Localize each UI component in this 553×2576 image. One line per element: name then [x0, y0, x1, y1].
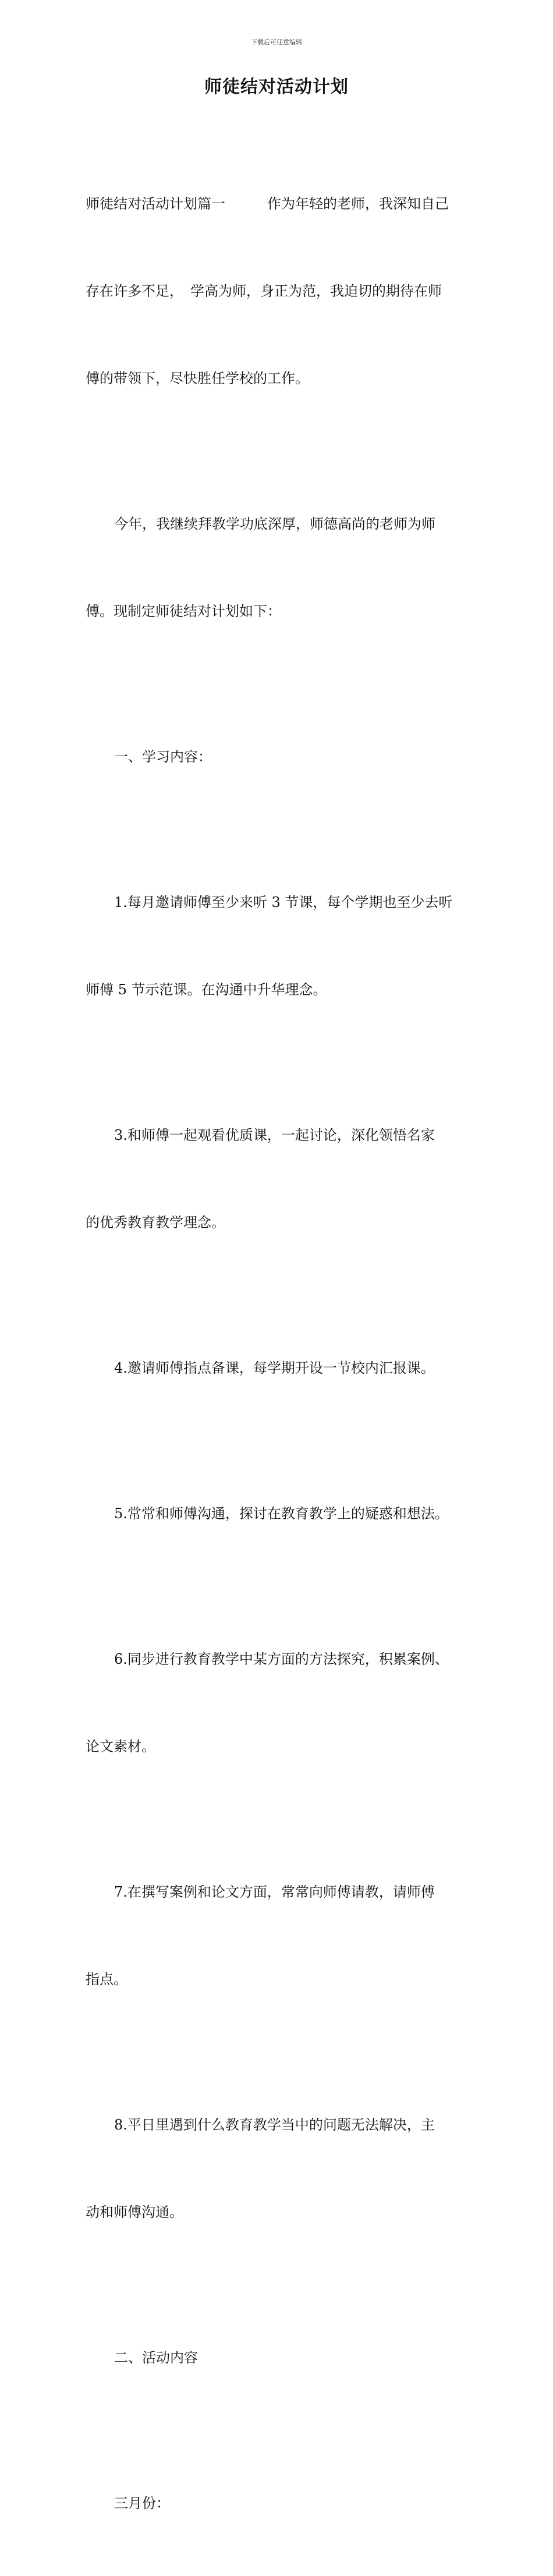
text-line: 师徒结对活动计划篇一 作为年轻的老师，我深知自己 — [86, 196, 449, 212]
header-note: 下载后可任意编辑 — [251, 38, 302, 46]
text-line: 动和师傅沟通。 — [86, 2204, 183, 2220]
text-line: 3.和师傅一起观看优质课，一起讨论，深化领悟名家 — [114, 1127, 435, 1143]
text-line: 一、学习内容： — [114, 749, 212, 765]
subheading-march — [86, 2430, 481, 2576]
text-line: 论文素材。 — [86, 1738, 155, 1755]
list-item-5 — [86, 1441, 481, 1586]
list-item-1 — [86, 830, 481, 1062]
text-line: 今年，我继续拜教学功底深厚，师德高尚的老师为师 — [114, 516, 435, 532]
list-item-3 — [86, 1062, 481, 1295]
section-heading-activities — [86, 2285, 481, 2430]
document-title: 师徒结对活动计划 — [204, 77, 349, 97]
text-line: 三月份： — [114, 2495, 170, 2511]
paragraph-this-year — [86, 451, 481, 684]
list-item-4 — [86, 1295, 481, 1441]
text-line: 5.常常和师傅沟通，探讨在教育教学上的疑惑和想法。 — [114, 1505, 449, 1522]
paragraph-intro — [86, 131, 481, 451]
text-line: 师傅 5 节示范课。在沟通中升华理念。 — [86, 981, 327, 998]
section-heading-learning — [86, 684, 481, 830]
text-line: 存在许多不足， 学高为师，身正为范，我迫切的期待在师 — [86, 283, 442, 299]
text-line: 的优秀教育教学理念。 — [86, 1214, 225, 1231]
text-line: 指点。 — [86, 1971, 127, 1987]
text-line: 1.每月邀请师傅至少来听 3 节课，每个学期也至少去听 — [114, 894, 453, 910]
text-line: 6.同步进行教育教学中某方面的方法探究，积累案例、 — [114, 1651, 449, 1667]
document-body — [86, 131, 481, 2576]
text-line: 4.邀请师傅指点备课，每学期开设一节校内汇报课。 — [114, 1360, 435, 1376]
list-item-7 — [86, 1819, 481, 2052]
text-line: 二、活动内容 — [114, 2350, 198, 2366]
list-item-6 — [86, 1586, 481, 1819]
list-item-8 — [86, 2052, 481, 2285]
text-line: 傅。现制定师徒结对计划如下： — [86, 603, 281, 619]
text-line: 傅的带领下，尽快胜任学校的工作。 — [86, 370, 309, 387]
text-line: 8.平日里遇到什么教育教学当中的问题无法解决，主 — [114, 2117, 435, 2133]
text-line: 7.在撰写案例和论文方面，常常向师傅请教，请师傅 — [114, 1884, 435, 1900]
